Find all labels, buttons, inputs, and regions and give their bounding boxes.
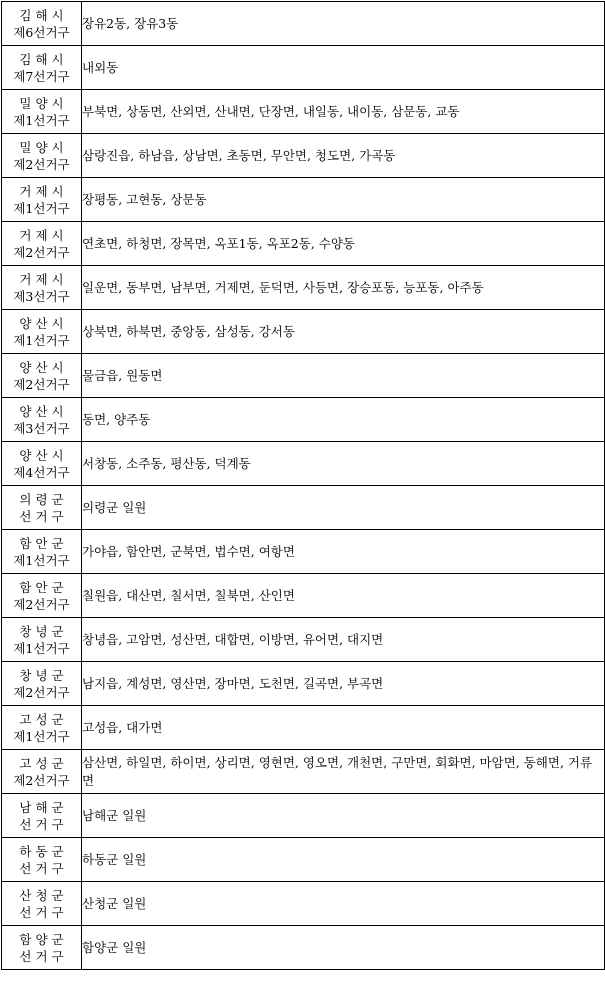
- district-name-cell: [2, 442, 82, 486]
- district-name-cell: [2, 354, 82, 398]
- district-city-label: 창 녕 군: [19, 667, 64, 683]
- district-city-label: 밀 양 시: [19, 95, 64, 111]
- district-city-label: 고 성 군: [19, 711, 64, 727]
- district-areas-cell: 남지읍, 계성면, 영산면, 장마면, 도천면, 길곡면, 부곡면: [82, 662, 605, 706]
- district-name-cell: [2, 794, 82, 838]
- district-constituency-label: 제6선거구: [13, 24, 70, 40]
- district-constituency-label: 제2선거구: [13, 244, 70, 260]
- district-areas-cell: 서창동, 소주동, 평산동, 덕계동: [82, 442, 605, 486]
- district-areas-cell: 칠원읍, 대산면, 칠서면, 칠북면, 산인면: [82, 574, 605, 618]
- district-city-label: 양 산 시: [19, 447, 64, 463]
- district-name-cell: [2, 90, 82, 134]
- district-name-cell: [2, 266, 82, 310]
- table-row: [2, 530, 605, 574]
- district-areas-cell: 동면, 양주동: [82, 398, 605, 442]
- district-constituency-label: 선 거 구: [19, 860, 64, 876]
- district-table: [1, 1, 605, 970]
- district-city-label: 고 성 군: [19, 755, 64, 771]
- district-name-cell: [2, 662, 82, 706]
- district-name-cell: [2, 618, 82, 662]
- table-row: [2, 662, 605, 706]
- district-name-cell: [2, 222, 82, 266]
- district-city-label: 의 령 군: [19, 491, 64, 507]
- table-row: [2, 706, 605, 750]
- district-constituency-label: 제1선거구: [13, 200, 70, 216]
- district-constituency-label: 선 거 구: [19, 904, 64, 920]
- district-areas-cell: 상북면, 하북면, 중앙동, 삼성동, 강서동: [82, 310, 605, 354]
- table-row: [2, 882, 605, 926]
- district-areas-cell: 물금읍, 원동면: [82, 354, 605, 398]
- district-areas-cell: 가야읍, 함안면, 군북면, 법수면, 여항면: [82, 530, 605, 574]
- table-row: [2, 90, 605, 134]
- district-name-cell: [2, 398, 82, 442]
- district-constituency-label: 제2선거구: [13, 596, 70, 612]
- table-row: [2, 222, 605, 266]
- district-city-label: 밀 양 시: [19, 139, 64, 155]
- district-name-cell: [2, 750, 82, 794]
- table-row: [2, 178, 605, 222]
- district-areas-cell: 삼산면, 하일면, 하이면, 상리면, 영현면, 영오면, 개천면, 구만면, 회화면, 마암면, 동해면, 거류면: [82, 750, 605, 794]
- district-city-label: 남 해 군: [19, 799, 64, 815]
- district-constituency-label: 선 거 구: [19, 508, 64, 524]
- district-name-cell: [2, 882, 82, 926]
- district-city-label: 산 청 군: [19, 887, 64, 903]
- district-name-cell: [2, 926, 82, 970]
- district-city-label: 양 산 시: [19, 403, 64, 419]
- district-areas-cell: 의령군 일원: [82, 486, 605, 530]
- district-constituency-label: 선 거 구: [19, 816, 64, 832]
- district-city-label: 함 양 군: [19, 931, 64, 947]
- district-areas-cell: 장평동, 고현동, 상문동: [82, 178, 605, 222]
- district-name-cell: [2, 574, 82, 618]
- district-constituency-label: 제2선거구: [13, 156, 70, 172]
- district-city-label: 창 녕 군: [19, 623, 64, 639]
- table-row: [2, 486, 605, 530]
- district-areas-cell: 함양군 일원: [82, 926, 605, 970]
- district-name-cell: [2, 310, 82, 354]
- district-constituency-label: 제1선거구: [13, 728, 70, 744]
- district-constituency-label: 제7선거구: [13, 68, 70, 84]
- district-areas-cell: 일운면, 동부면, 남부면, 거제면, 둔덕면, 사등면, 장승포동, 능포동, 아주동: [82, 266, 605, 310]
- district-constituency-label: 제3선거구: [13, 288, 70, 304]
- district-name-cell: [2, 46, 82, 90]
- district-name-cell: [2, 530, 82, 574]
- district-city-label: 함 안 군: [19, 579, 64, 595]
- table-row: [2, 2, 605, 46]
- district-name-cell: [2, 838, 82, 882]
- table-row: [2, 46, 605, 90]
- district-city-label: 거 제 시: [19, 271, 64, 287]
- district-constituency-label: 제1선거구: [13, 552, 70, 568]
- district-constituency-label: 제1선거구: [13, 112, 70, 128]
- table-row: [2, 750, 605, 794]
- district-table-body: [2, 2, 605, 970]
- district-constituency-label: 제2선거구: [13, 772, 70, 788]
- district-constituency-label: 제1선거구: [13, 640, 70, 656]
- district-city-label: 거 제 시: [19, 183, 64, 199]
- district-areas-cell: 장유2동, 장유3동: [82, 2, 605, 46]
- district-constituency-label: 선 거 구: [19, 948, 64, 964]
- district-areas-cell: 부북면, 상동면, 산외면, 산내면, 단장면, 내일동, 내이동, 삼문동, 교동: [82, 90, 605, 134]
- district-constituency-label: 제2선거구: [13, 376, 70, 392]
- table-row: [2, 838, 605, 882]
- district-areas-cell: 창녕읍, 고암면, 성산면, 대합면, 이방면, 유어면, 대지면: [82, 618, 605, 662]
- district-city-label: 김 해 시: [19, 51, 64, 67]
- district-name-cell: [2, 2, 82, 46]
- table-row: [2, 134, 605, 178]
- table-row: [2, 310, 605, 354]
- table-row: [2, 266, 605, 310]
- table-row: [2, 398, 605, 442]
- district-name-cell: [2, 706, 82, 750]
- district-areas-cell: 남해군 일원: [82, 794, 605, 838]
- district-name-cell: [2, 486, 82, 530]
- district-areas-cell: 산청군 일원: [82, 882, 605, 926]
- district-areas-cell: 하동군 일원: [82, 838, 605, 882]
- district-areas-cell: 삼랑진읍, 하남읍, 상남면, 초동면, 무안면, 청도면, 가곡동: [82, 134, 605, 178]
- district-constituency-label: 제2선거구: [13, 684, 70, 700]
- district-city-label: 하 동 군: [19, 843, 64, 859]
- table-row: [2, 794, 605, 838]
- district-city-label: 김 해 시: [19, 7, 64, 23]
- district-areas-cell: 고성읍, 대가면: [82, 706, 605, 750]
- table-row: [2, 926, 605, 970]
- district-city-label: 거 제 시: [19, 227, 64, 243]
- district-constituency-label: 제1선거구: [13, 332, 70, 348]
- district-name-cell: [2, 178, 82, 222]
- table-row: [2, 574, 605, 618]
- table-row: [2, 618, 605, 662]
- district-city-label: 함 안 군: [19, 535, 64, 551]
- district-constituency-label: 제4선거구: [13, 464, 70, 480]
- district-city-label: 양 산 시: [19, 315, 64, 331]
- district-areas-cell: 연초면, 하청면, 장목면, 옥포1동, 옥포2동, 수양동: [82, 222, 605, 266]
- table-row: [2, 354, 605, 398]
- district-areas-cell: 내외동: [82, 46, 605, 90]
- table-row: [2, 442, 605, 486]
- district-name-cell: [2, 134, 82, 178]
- district-constituency-label: 제3선거구: [13, 420, 70, 436]
- district-city-label: 양 산 시: [19, 359, 64, 375]
